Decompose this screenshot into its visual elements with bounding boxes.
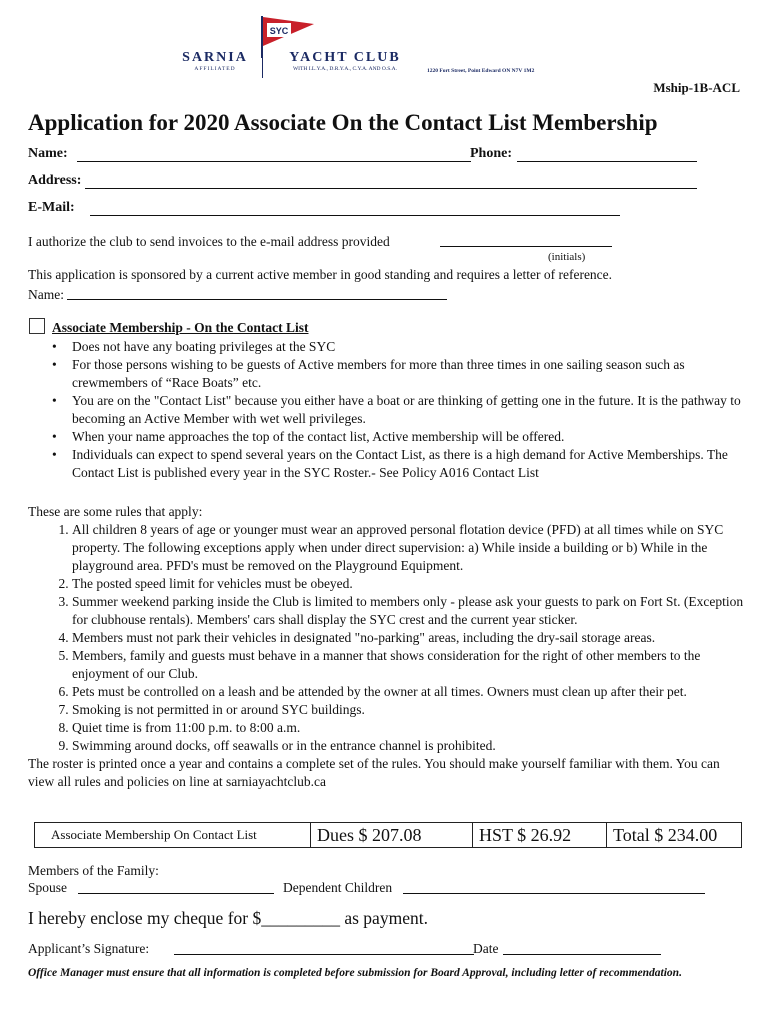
list-item: • For those persons wishing to be guests of Active members for more than three times in one sailing season such as crewmembers of “Race Boats” etc.: [46, 356, 746, 392]
logo-right-sub: WITH I.L.Y.A., D.R.Y.A., C.Y.A. AND O.S.A.: [292, 66, 398, 72]
payment-amount-field[interactable]: _________: [261, 908, 340, 928]
phone-label: Phone:: [470, 146, 512, 161]
club-address: 1220 Fort Street, Point Edward ON N7V 1M2: [427, 68, 535, 74]
total-amount-cell: Total $ 234.00: [613, 824, 718, 845]
dues-amount-cell: Dues $ 207.08: [311, 823, 473, 847]
name-label: Name:: [28, 146, 68, 161]
dues-type-cell: Associate Membership On Contact List: [35, 823, 311, 847]
office-manager-note: Office Manager must ensure that all information is completed before submission for Board Approval, including letter of recommendation.: [28, 967, 682, 979]
list-item: • When your name approaches the top of the contact list, Active membership will be offered.: [46, 428, 746, 446]
rule-item: 5. Members, family and guests must behave in a manner that shows consideration for the right of other members to the enjoyment of our Club.: [72, 647, 748, 683]
rule-item: 8. Quiet time is from 11:00 p.m. to 8:00 a.m.: [72, 719, 748, 737]
rule-item: 9. Swimming around docks, off seawalls or in the entrance channel is prohibited.: [72, 737, 748, 755]
flag-text: SYC: [269, 26, 289, 36]
logo-right: [270, 50, 420, 72]
sponsor-name-field[interactable]: [67, 299, 447, 300]
membership-bullets: [46, 338, 746, 482]
list-item: • Does not have any boating privileges at the SYC: [46, 338, 746, 356]
payment-suffix: as payment.: [344, 908, 428, 928]
rules-intro: These are some rules that apply:: [28, 504, 203, 519]
rules-outro: The roster is printed once a year and contains a complete set of the rules. You should make yourself familiar with them. You can view all rules and policies on line at sarniayachtclub.ca: [28, 756, 720, 789]
logo-divider: [262, 50, 263, 78]
rule-item: 6. Pets must be controlled on a leash and be attended by the owner at all times. Owners must clean up after their pet.: [72, 683, 748, 701]
signature-label: Applicant’s Signature:: [28, 941, 150, 956]
rule-item: 7. Smoking is not permitted in or around SYC buildings.: [72, 701, 748, 719]
children-label: Dependent Children: [283, 880, 393, 895]
rules-list: [28, 521, 748, 755]
address-label: Address:: [28, 173, 82, 188]
signature-field[interactable]: [174, 954, 474, 955]
logo-left-sub: AFFILIATED: [194, 66, 236, 72]
rule-item: 4. Members must not park their vehicles in designated "no-parking" areas, including the dry-sail storage areas.: [72, 629, 748, 647]
hst-amount-cell: HST $ 26.92: [473, 823, 607, 847]
phone-field[interactable]: [517, 161, 697, 162]
list-item: • Individuals can expect to spend several years on the Contact List, as there is a high demand for Active Memberships. The Contact List is published every year in the SYC Roster.- See Policy A016 Contact List: [46, 446, 746, 482]
logo-left: [170, 50, 260, 72]
children-field[interactable]: [403, 893, 705, 894]
spouse-field[interactable]: [78, 893, 274, 894]
email-field[interactable]: [90, 215, 620, 216]
email-label: E-Mail:: [28, 200, 75, 215]
initials-caption: (initials): [548, 251, 586, 263]
date-label: Date: [473, 941, 499, 956]
family-heading: Members of the Family:: [28, 863, 159, 878]
membership-heading: Associate Membership - On the Contact List: [52, 320, 309, 335]
logo-left-text: SARNIA: [182, 50, 248, 65]
page-title: Application for 2020 Associate On the Contact List Membership: [28, 110, 658, 135]
rule-item: 2. The posted speed limit for vehicles must be obeyed.: [72, 575, 748, 593]
document-id: Mship-1B-ACL: [653, 80, 740, 95]
payment-statement: [28, 908, 428, 929]
sponsor-name-label: Name:: [28, 287, 64, 302]
rule-item: 3. Summer weekend parking inside the Club is limited to members only - please ask your guests to park on Fort St. (Exception for clubhouse rentals). Members' cars shall display the SYC crest and the current year sticker.: [72, 593, 748, 629]
rule-item: 1. All children 8 years of age or younger must wear an approved personal flotation device (PFD) at all times while on SYC property. The following exceptions apply when under direct supervision: a) While inside a building or b) While in the playground area. PFD's must be removed on the Playground Equipment.: [72, 521, 748, 575]
initials-field[interactable]: [440, 246, 612, 247]
membership-checkbox[interactable]: [29, 318, 45, 334]
spouse-label: Spouse: [28, 880, 68, 895]
logo-right-text: YACHT CLUB: [289, 50, 401, 65]
authorize-text: I authorize the club to send invoices to the e-mail address provided: [28, 234, 390, 249]
dues-table: [34, 822, 742, 848]
sponsor-text: This application is sponsored by a current active member in good standing and requires a letter of reference.: [28, 267, 613, 282]
date-field[interactable]: [503, 954, 661, 955]
address-field[interactable]: [85, 188, 697, 189]
list-item: • You are on the "Contact List" because you either have a boat or are thinking of getting one in the future. It is the pathway to becoming an Active Member with wet well privileges.: [46, 392, 746, 428]
name-field[interactable]: [77, 161, 471, 162]
payment-prefix: I hereby enclose my cheque for $: [28, 908, 262, 928]
rules-section: [28, 503, 748, 791]
